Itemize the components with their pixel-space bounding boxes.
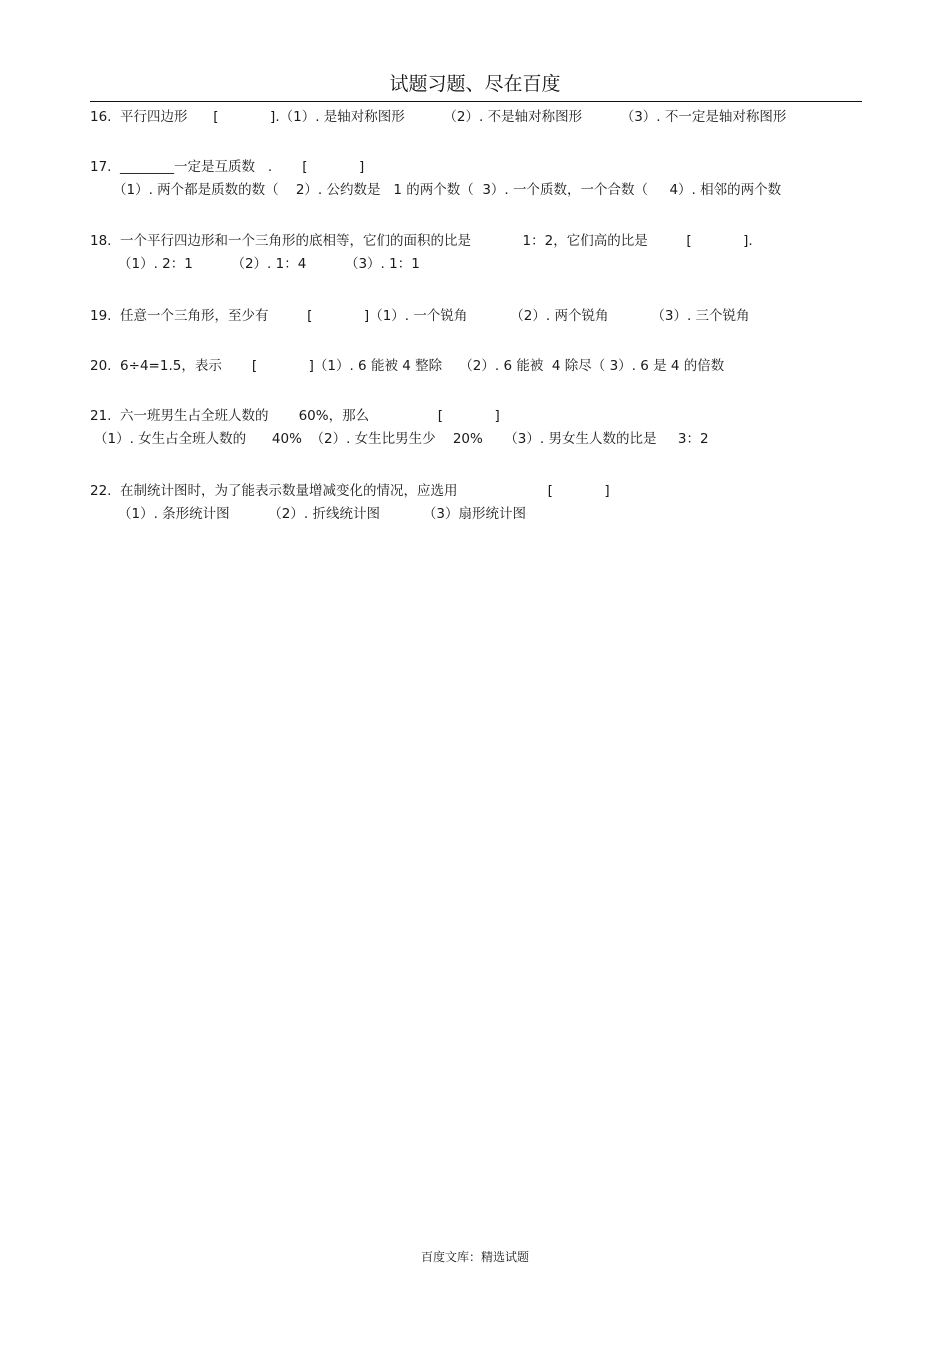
question-21-options: （1）. 女生占全班人数的 40% （2）. 女生比男生少 20% （3）. 男女生人数的比是 3：2 bbox=[94, 431, 709, 447]
question-17-options: （1）. 两个都是质数的数（ 2）. 公约数是 1 的两个数（ 3）. 一个质数，一个合数（ 4）. 相邻的两个数 bbox=[113, 182, 782, 198]
question-18-options: （1）. 2：1 （2）. 1：4 （3）. 1：1 bbox=[118, 256, 420, 272]
header-divider bbox=[90, 101, 862, 102]
question-22-text: 22. 在制统计图时，为了能表示数量增减变化的情况，应选用 [ ] bbox=[90, 483, 610, 499]
question-20-text: 20. 6÷4=1.5，表示 [ ]（1）. 6 能被 4 整除 （2）. 6 能被 4 除尽（ 3）. 6 是 4 的倍数 bbox=[90, 358, 725, 374]
question-18-text: 18. 一个平行四边形和一个三角形的底相等，它们的面积的比是 1：2，它们高的比是 [ ]. bbox=[90, 233, 753, 249]
question-19-text: 19. 任意一个三角形，至少有 [ ]（1）. 一个锐角 （2）. 两个锐角 （3）. 三个锐角 bbox=[90, 308, 750, 324]
page-title: 试题习题、尽在百度 bbox=[389, 73, 561, 95]
question-22-options: （1）. 条形统计图 （2）. 折线统计图 （3）扇形统计图 bbox=[118, 506, 526, 522]
question-21-text: 21. 六一班男生占全班人数的 60%，那么 [ ] bbox=[90, 408, 500, 424]
page-footer: 百度文库：精选试题 bbox=[420, 1250, 529, 1264]
question-17-text: 17. ________一定是互质数 . [ ] bbox=[90, 159, 365, 175]
question-16-text: 16. 平行四边形 [ ].（1）. 是轴对称图形 （2）. 不是轴对称图形 （3）. 不一定是轴对称图形 bbox=[90, 109, 787, 125]
